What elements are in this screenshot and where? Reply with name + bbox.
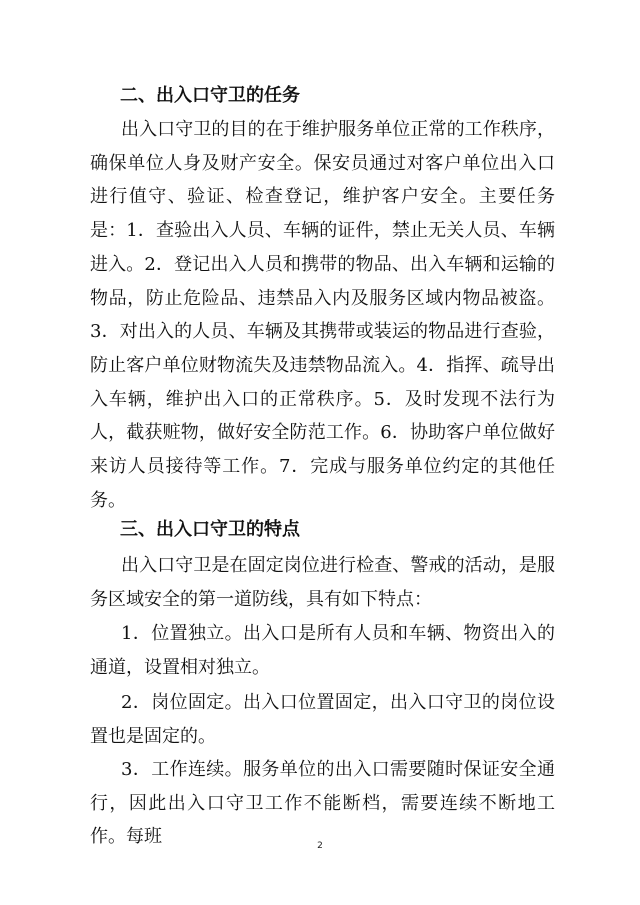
feature-item-continuity: 3．工作连续。服务单位的出入口需要随时保证安全通行，因此出入口守卫工作不能断档，需要连续不断地工作。每班 — [90, 759, 555, 848]
features-intro-paragraph: 出入口守卫是在固定岗位进行检查、警戒的活动，是服务区域安全的第一道防线，具有如下特点： — [90, 555, 555, 610]
feature-item-location: 1．位置独立。出入口是所有人员和车辆、物资出入的通道，设置相对独立。 — [90, 623, 555, 678]
feature-item-post: 2．岗位固定。出入口位置固定，出入口守卫的岗位设置也是固定的。 — [90, 692, 555, 747]
tasks-paragraph: 出入口守卫的目的在于维护服务单位正常的工作秩序，确保单位人身及财产安全。保安员通过对客户单位出入口进行值守、验证、检查登记，维护客户安全。主要任务是：1．查验出入人员、车辆的证件，禁止无关人员、车辆进入。2．登记出入人员和携带的物品、出入车辆和运输的物品，防止危险品、违禁品入内及服务区域内物品被盗。3．对出入的人员、车辆及其携带或装运的物品进行查验，防止客户单位财物流失及违禁物品流入。4．指挥、疏导出入车辆，维护出入口的正常秩序。5．及时发现不法行为人，截获赃物，做好安全防范工作。6．协助客户单位做好来访人员接待等工作。7．完成与服务单位约定的其他任务。 — [90, 119, 555, 511]
page-number: 2 — [317, 841, 323, 851]
section-heading-tasks: 二、出入口守卫的任务 — [120, 85, 300, 106]
section-heading-features: 三、出入口守卫的特点 — [120, 519, 300, 540]
